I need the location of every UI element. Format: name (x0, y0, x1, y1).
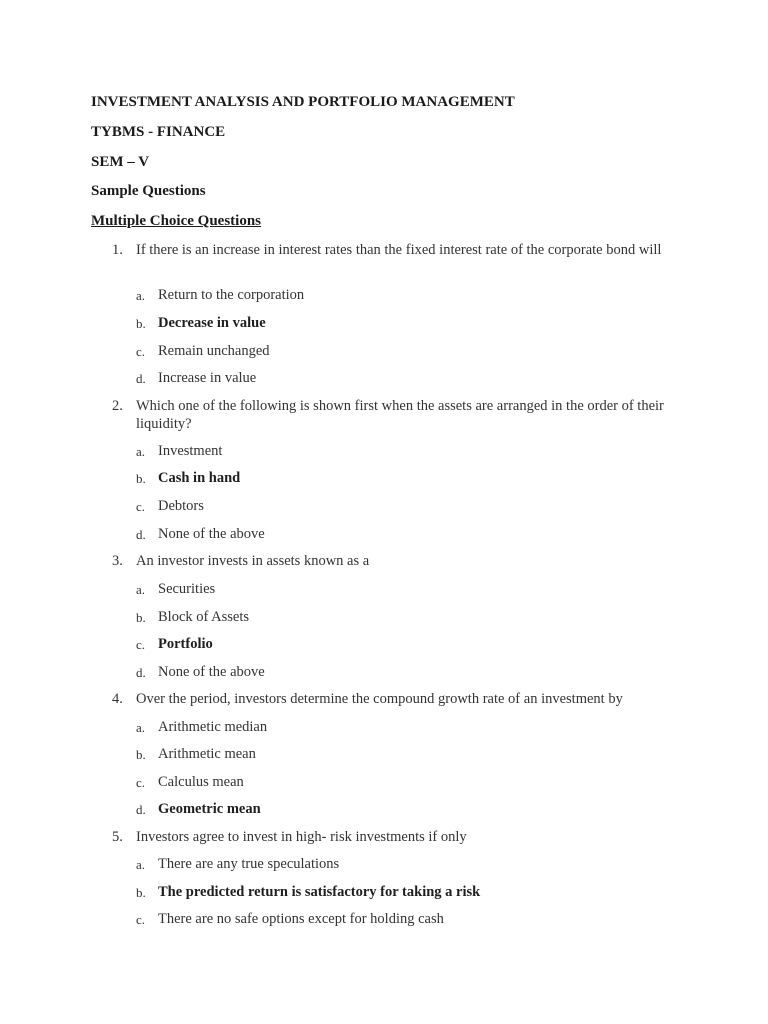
option-letter: c. (136, 912, 146, 927)
option-letter: b. (136, 747, 146, 762)
course-name: TYBMS - FINANCE (91, 124, 226, 140)
option-text: Calculus mean (158, 774, 244, 790)
option-letter: c. (136, 499, 146, 514)
question-text: Investors agree to invest in high- risk investments if only (136, 829, 467, 845)
question-text: An investor invests in assets known as a (136, 553, 370, 569)
option-text: There are no safe options except for holding cash (158, 911, 444, 927)
option-text: Remain unchanged (158, 343, 270, 359)
option-text: The predicted return is satisfactory for taking a risk (158, 884, 481, 900)
question-text: If there is an increase in interest rates than the fixed interest rate of the corporate bond will (136, 242, 662, 258)
option-text: Securities (158, 581, 216, 597)
option-text: Increase in value (158, 370, 257, 386)
subsection-heading: Multiple Choice Questions (91, 213, 262, 229)
option-text: Cash in hand (158, 470, 241, 486)
option-letter: c. (136, 637, 146, 652)
option-letter: a. (136, 857, 146, 872)
option-letter: a. (136, 288, 146, 303)
option-letter: d. (136, 527, 146, 542)
section-heading: Sample Questions (91, 183, 206, 199)
question-text: Over the period, investors determine the compound growth rate of an investment by (136, 691, 623, 707)
question-number: 3. (112, 553, 123, 569)
document-title: INVESTMENT ANALYSIS AND PORTFOLIO MANAGEMENT (91, 94, 515, 110)
option-text: None of the above (158, 526, 265, 542)
question-text: Which one of the following is shown first when the assets are arranged in the order of their liquidity? (136, 398, 664, 432)
option-letter: d. (136, 802, 146, 817)
option-text: There are any true speculations (158, 856, 340, 872)
option-letter: b. (136, 610, 146, 625)
option-letter: a. (136, 720, 146, 735)
option-text: Geometric mean (158, 801, 261, 817)
option-letter: c. (136, 344, 146, 359)
option-text: Debtors (158, 498, 204, 514)
semester-label: SEM – V (91, 154, 150, 170)
option-text: None of the above (158, 664, 265, 680)
option-text: Arithmetic mean (158, 746, 256, 762)
option-text: Investment (158, 443, 223, 459)
option-letter: a. (136, 444, 146, 459)
question-number: 5. (112, 829, 123, 845)
option-letter: d. (136, 665, 146, 680)
option-letter: c. (136, 775, 146, 790)
question-number: 4. (112, 691, 123, 707)
option-letter: b. (136, 885, 146, 900)
option-text: Block of Assets (158, 609, 250, 625)
option-letter: b. (136, 316, 146, 331)
option-text: Decrease in value (158, 315, 266, 331)
question-number: 1. (112, 242, 123, 258)
option-text: Return to the corporation (158, 287, 305, 303)
option-letter: b. (136, 471, 146, 486)
option-letter: a. (136, 582, 146, 597)
option-text: Portfolio (158, 636, 213, 652)
option-letter: d. (136, 371, 146, 386)
option-text: Arithmetic median (158, 719, 268, 735)
question-number: 2. (112, 398, 123, 414)
